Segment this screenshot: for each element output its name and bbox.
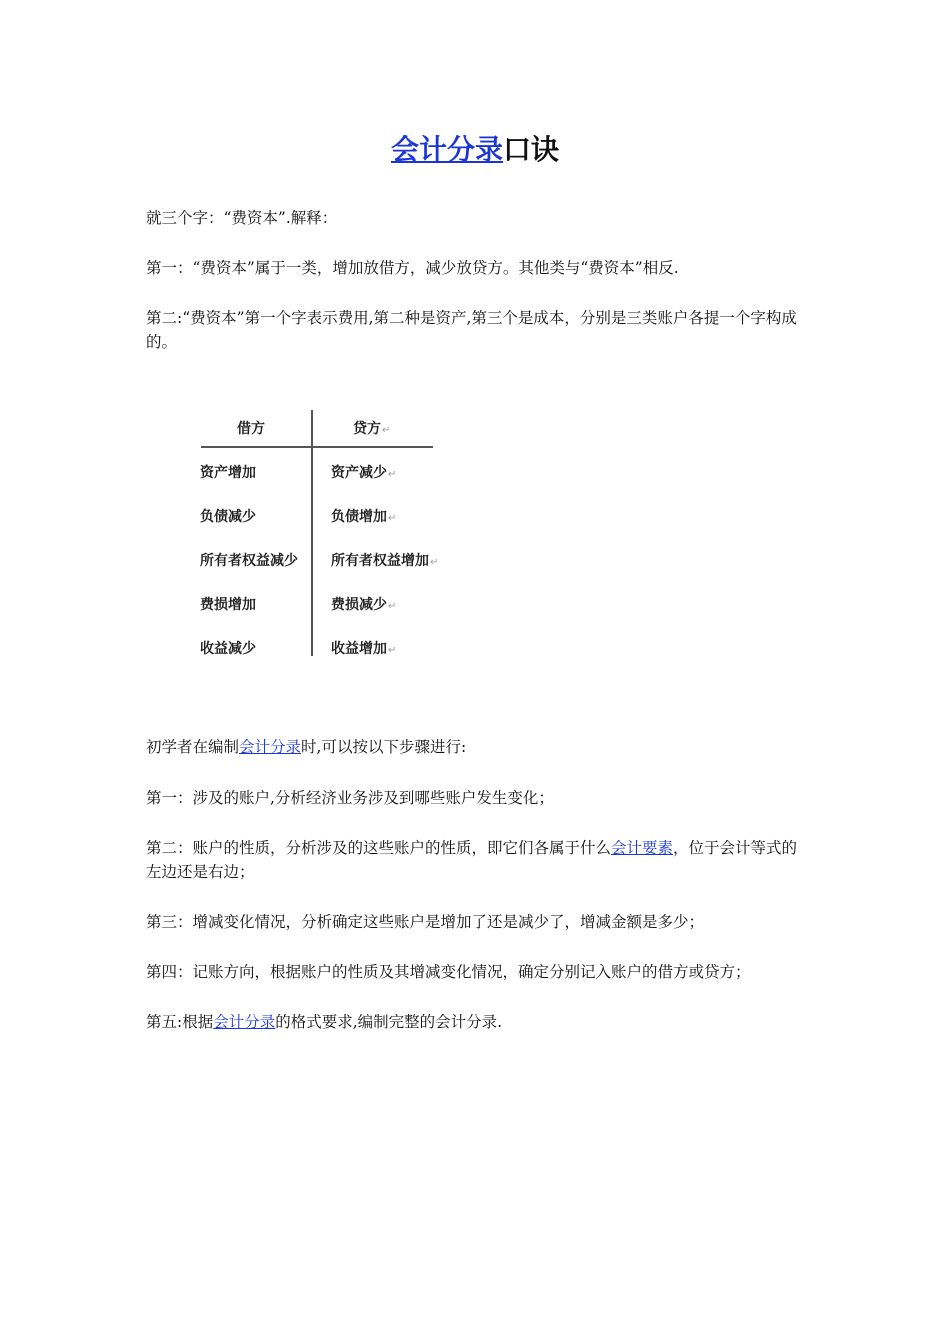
return-mark: ↵ (388, 469, 397, 480)
table-row-2-credit: 负债增加↵ (331, 509, 397, 525)
table-row-5-credit: 收益增加↵ (331, 641, 397, 657)
table-row-4-credit: 费损减少↵ (331, 597, 397, 613)
debit-header: 借方 (237, 421, 265, 437)
table-row-1-debit: 资产增加 (200, 465, 256, 481)
step-1-paragraph: 第一：涉及的账户,分析经济业务涉及到哪些账户发生变化； (146, 789, 554, 807)
rule-1-paragraph: 第一：“费资本”属于一类，增加放借方，减少放贷方。其他类与“费资本”相反. (146, 259, 679, 277)
accounting-entry-link-2[interactable]: 会计分录 (213, 1013, 276, 1031)
return-mark: ↵ (382, 425, 391, 436)
steps-intro-paragraph: 初学者在编制会计分录时,可以按以下步骤进行: (146, 738, 467, 756)
credit-header: 贷方↵ (353, 421, 391, 437)
table-row-3-debit: 所有者权益减少 (200, 553, 298, 569)
table-divider (311, 410, 313, 656)
title-link[interactable]: 会计分录 (390, 133, 503, 166)
table-row-1-credit: 资产减少↵ (331, 465, 397, 481)
return-mark: ↵ (388, 601, 397, 612)
debit-credit-table (197, 410, 457, 660)
return-mark: ↵ (388, 513, 397, 524)
accounting-elements-link[interactable]: 会计要素 (611, 839, 674, 857)
return-mark: ↵ (388, 645, 397, 656)
page-title (0, 128, 950, 172)
table-row-3-credit: 所有者权益增加↵ (331, 553, 439, 569)
table-row-5-debit: 收益减少 (200, 641, 256, 657)
accounting-entry-link[interactable]: 会计分录 (239, 738, 302, 756)
step-3-paragraph: 第三：增减变化情况，分析确定这些账户是增加了还是减少了，增减金额是多少； (146, 913, 705, 931)
step-5-paragraph: 第五:根据会计分录的格式要求,编制完整的会计分录. (146, 1013, 503, 1031)
step-2-paragraph: 第二：账户的性质，分析涉及的这些账户的性质，即它们各属于什么会计要素，位于会计等式的左边还是右边； (146, 839, 798, 881)
return-mark: ↵ (430, 557, 439, 568)
title-suffix: 口诀 (503, 133, 560, 166)
intro-paragraph: 就三个字：“费资本”.解释： (146, 209, 338, 227)
rule-2-paragraph: 第二:“费资本”第一个字表示费用,第二种是资产,第三个是成本，分别是三类账户各提一个字构成的。 (146, 309, 797, 351)
step-4-paragraph: 第四：记账方向，根据账户的性质及其增减变化情况，确定分别记入账户的借方或贷方； (146, 963, 751, 981)
table-row-4-debit: 费损增加 (200, 597, 256, 613)
table-header-rule (201, 446, 433, 448)
table-row-2-debit: 负债减少 (200, 509, 256, 525)
